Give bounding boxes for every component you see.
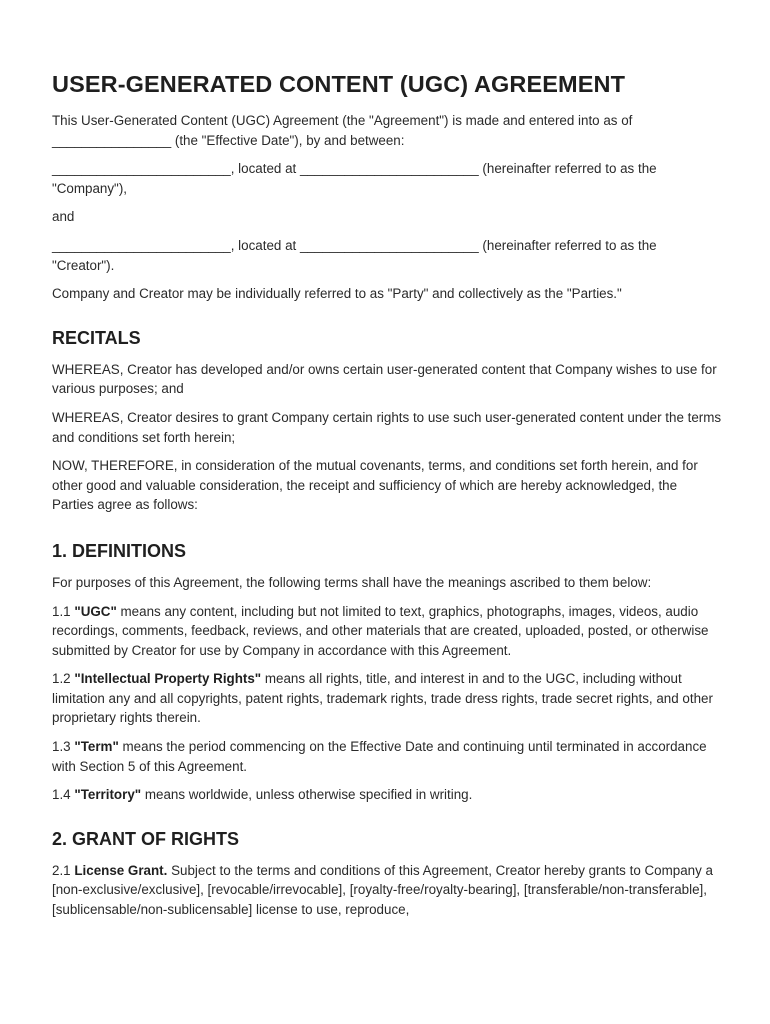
recital-3: NOW, THEREFORE, in consideration of the mutual covenants, terms, and conditions set forth herein, and for other good and valuable consideration, the receipt and sufficiency of which are hereby acknowledged, the Parties agree as follows: xyxy=(52,458,698,513)
defined-term: "Territory" xyxy=(74,787,142,803)
definitions-intro: For purposes of this Agreement, the following terms shall have the meanings ascribed to them below: xyxy=(52,574,652,590)
intro-paragraph: This User-Generated Content (UGC) Agreement (the "Agreement") is made and entered into as of ________________ (the "Effective Date"), by and between: xyxy=(52,113,633,148)
creator-party-line: ________________________, located at ________________________ (hereinafter referred to as the "Creator"). xyxy=(52,237,657,273)
item-number: 2.1 xyxy=(52,862,75,878)
item-number: 1.3 xyxy=(52,739,75,755)
defined-term: "Term" xyxy=(74,739,119,755)
recitals-heading: RECITALS xyxy=(52,327,141,348)
document-page xyxy=(52,68,722,920)
grant-heading: 2. GRANT OF RIGHTS xyxy=(52,828,240,849)
item-number: 1.4 xyxy=(52,787,75,803)
definition-item-territory xyxy=(52,785,722,805)
item-number: 1.1 xyxy=(52,603,75,619)
clause-title: License Grant. xyxy=(74,862,168,878)
item-number: 1.2 xyxy=(52,671,75,687)
grant-item-license xyxy=(52,861,722,920)
recital-2: WHEREAS, Creator desires to grant Company certain rights to use such user-generated content under the terms and conditions set forth herein; xyxy=(52,409,722,445)
company-party-line: ________________________, located at ________________________ (hereinafter referred to as the "Company"), xyxy=(52,161,657,196)
recital-1: WHEREAS, Creator has developed and/or owns certain user-generated content that Company wishes to use for various purposes; and xyxy=(52,361,717,397)
definition-item-ip-rights xyxy=(52,669,722,728)
parties-definition: Company and Creator may be individually referred to as "Party" and collectively as the "Parties." xyxy=(52,286,622,302)
definition-item-ugc xyxy=(52,602,722,661)
definition-text: means the period commencing on the Effective Date and continuing until terminated in accordance with Section 5 of this Agreement. xyxy=(52,739,707,774)
document-title: USER-GENERATED CONTENT (UGC) AGREEMENT xyxy=(52,71,626,97)
definition-item-term xyxy=(52,737,722,776)
definition-text: means worldwide, unless otherwise specified in writing. xyxy=(141,787,473,803)
definition-text: means all rights, title, and interest in and to the UGC, including without limitation any and all copyrights, patent rights, trademark rights, trade dress rights, trade secret rights, and other proprietary rights therein. xyxy=(52,671,713,726)
definition-text: means any content, including but not limited to text, graphics, photographs, images, videos, audio recordings, comments, feedback, reviews, and other materials that are created, uploaded, posted, or otherwise submitted by Creator for use by Company in accordance with this Agreement. xyxy=(52,603,709,658)
defined-term: "Intellectual Property Rights" xyxy=(74,671,262,687)
and-text: and xyxy=(52,209,75,225)
defined-term: "UGC" xyxy=(74,603,117,619)
clause-text: Subject to the terms and conditions of this Agreement, Creator hereby grants to Company a [non-exclusive/exclusive], [revocable/irrevocable], [royalty-free/royalty-bearing], [transferable/non-transferable], [sublicensable/non-sublicensable] license to use, reproduce, xyxy=(52,862,713,918)
definitions-heading: 1. DEFINITIONS xyxy=(52,540,187,561)
